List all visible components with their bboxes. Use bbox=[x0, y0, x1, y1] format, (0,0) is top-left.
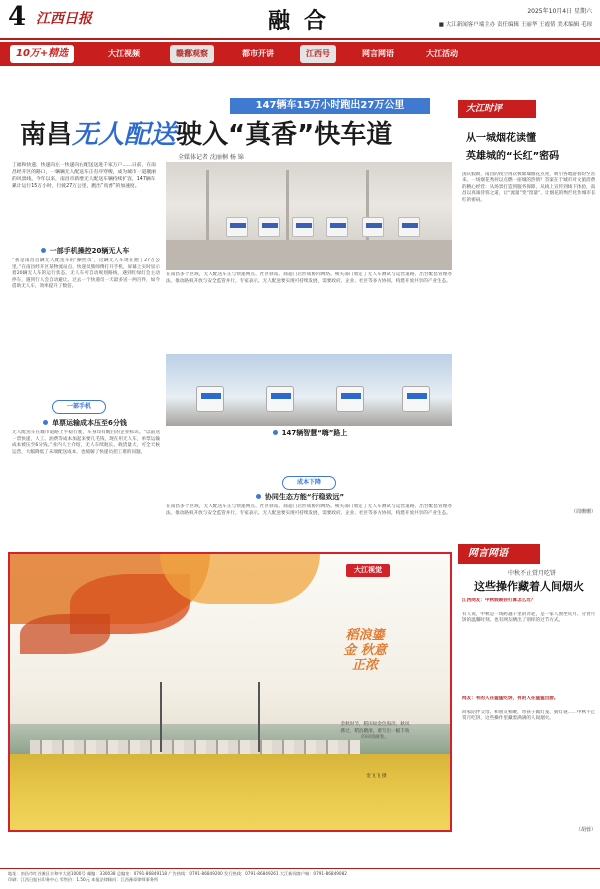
photo-credit: 金飞飞 摄 bbox=[366, 774, 387, 779]
commentary-signature: （周珊珊） bbox=[570, 509, 596, 515]
commentary-body: 国庆假期，南昌的夜空再次被璀璨烟花点亮，吸引各地游客纷至沓来。一场烟花秀何以点燃一座城的热情？答案在于城市对文旅消费的精心经营：从场景打造到服务保障，从线上宣传到线下体验，南昌以真诚待客之道，让“流量”变“留量”，让烟花的绚烂化作城市长红的密码。 bbox=[462, 172, 596, 203]
nav-item-jiangxi-hao[interactable]: 江西号 bbox=[300, 45, 336, 63]
photo-column bbox=[206, 170, 209, 240]
body-text-2: 无人配送车在城市道路上平稳行驶，车身印有醒目的企业标识。“以前送一票快递，人工、油费等成本加起来要几毛钱，现在用无人车，单票运输成本被压至6分钱。”业内人士介绍，无人车续航长、载货量大，可全天候运营，大幅降低了末端配送成本，也缓解了快递员招工难的问题。 bbox=[12, 430, 160, 455]
subhead-3: 协同生态方能“行稳致远” bbox=[220, 492, 380, 502]
photo-caption: 147辆智慧“嗨”路上 bbox=[200, 428, 420, 438]
utility-pole bbox=[258, 682, 260, 752]
maple-leaves bbox=[20, 614, 110, 654]
rice-field bbox=[10, 754, 450, 830]
delivery-vehicle bbox=[258, 217, 280, 237]
main-headline bbox=[20, 114, 450, 150]
byline: 全媒体记者 沈丽桐 杨 锦 bbox=[178, 154, 244, 161]
warehouse-photo bbox=[166, 162, 452, 270]
commentary-title-line1: 从一城烟花读懂 bbox=[466, 133, 536, 144]
netizen-a2: 回家陪伴父母，和朋友相聚，带孩子做灯笼、猜灯谜……中秋不止赏月吃饼，这些操作里藏着满满的人间烟火。 bbox=[462, 710, 596, 722]
headline-post: 驶入“真香”快车道 bbox=[176, 120, 393, 150]
photo-column bbox=[286, 170, 289, 240]
delivery-vehicle bbox=[292, 217, 314, 237]
bullet-dot bbox=[256, 494, 261, 499]
issue-date: 2025年10月4日 星期六 bbox=[527, 8, 592, 15]
section-oval-2: 成本下降 bbox=[282, 476, 336, 490]
subhead-1: 一部手机操控20辆无人车 bbox=[20, 246, 150, 256]
nav-item-featured[interactable]: 10万+精选 bbox=[10, 45, 74, 63]
delivery-vehicle bbox=[398, 217, 420, 237]
page-footer bbox=[0, 868, 600, 889]
netizen-signature: （胡蓉） bbox=[575, 827, 596, 833]
side-column bbox=[458, 70, 600, 860]
commentary-tag: 大江时评 bbox=[458, 100, 536, 118]
promo-verse: 金秋时节，稻田如金色海洋，秋风拂过，稻浪翻滚，谱写出一幅丰收的田园画卷。 bbox=[340, 722, 410, 741]
editor-credits: ■ 大江新闻客户端主办 责任编辑 王丽华 王霞倩 美术编辑 毛琼 bbox=[438, 22, 592, 28]
nav-item-events[interactable]: 大江活动 bbox=[426, 49, 458, 58]
headline-pre: 南昌 bbox=[20, 120, 73, 150]
delivery-vehicle bbox=[362, 217, 384, 237]
bullet-dot bbox=[43, 420, 48, 425]
netizen-a1: 有人说，中秋是一场跨越千里的奔赴，是一家人围坐赏月、分食月饼的温馨时刻。也有网友晒出了别样的过节方式。 bbox=[462, 612, 596, 624]
headline-kicker: 147辆车15万小时跑出27万公里 bbox=[230, 98, 430, 114]
section-title: 融合 bbox=[268, 9, 341, 34]
delivery-vehicle bbox=[336, 386, 364, 412]
street-photo bbox=[166, 354, 452, 426]
netizen-headline: 这些操作藏着人间烟火 bbox=[474, 580, 584, 593]
body-text-3: 在南昌多个区域，无人配送车正与快递网点、社区驿站、商超门店形成协同网络。相关部门划定了无人车测试与运营道路，出台配套管理办法，推动路权开放与安全监管并行。专家表示，无人配送要实现可持续发展，需要政府、企业、社区等多方协同，构建开放共享的产业生态。 bbox=[166, 504, 452, 516]
netizen-tag: 网言网语 bbox=[458, 544, 540, 564]
masthead bbox=[0, 0, 600, 40]
bullet-dot bbox=[273, 430, 278, 435]
section-oval-1: 一部手机 bbox=[52, 400, 106, 414]
commentary-title-line2: 英雄城的“长红”密码 bbox=[466, 151, 560, 162]
footer-line-2: 印刷：江西日报社印务中心 零售价：1.50元 本报法律顾问：江西豫章律师事务所 bbox=[8, 877, 159, 882]
netizen-subtitle: 中秋不止赏月吃饼 bbox=[507, 570, 556, 577]
nav-strip bbox=[0, 42, 600, 66]
delivery-vehicle bbox=[402, 386, 430, 412]
footer-line-1: 地址：南昌市红谷滩区丰和中大道1000号 邮编：330038 总编室：0791-86849118 广告热线：0791-86849200 发行热线：0791-86849261 大江新闻客户端：0791-86849082 bbox=[8, 871, 347, 876]
paper-name: 江西日报 bbox=[36, 11, 92, 27]
netizen-q2: 网友：有的人在猛猛吃饼，有的人在猛猛出游。 bbox=[462, 696, 559, 701]
page-number: 4 bbox=[8, 2, 27, 32]
delivery-vehicle bbox=[226, 217, 248, 237]
delivery-vehicle bbox=[196, 386, 224, 412]
nav-item-netizen[interactable]: 网言网语 bbox=[362, 49, 394, 58]
promo-slogan: 稻浪鎏金 秋意正浓 bbox=[343, 628, 387, 673]
maple-leaves bbox=[160, 554, 320, 604]
delivery-vehicle bbox=[266, 386, 294, 412]
headline-highlight: 无人配送 bbox=[72, 120, 177, 150]
utility-pole bbox=[160, 682, 162, 752]
photo-floor bbox=[166, 240, 452, 270]
promo-logo: 大江视觉 bbox=[346, 564, 390, 577]
delivery-vehicle bbox=[326, 217, 348, 237]
lead-paragraph: 丁福和快递、快递向左一快递向右配送送进千家万户……日前，在南昌经开区的路口，一辆辆无人配送车正有序穿梭，成为城市一道靓丽的风景线。今年以来，南昌市新增无人配送车辆持续扩容，147辆车累计运行15万小时、行驶27万公里，跑出“真香”的加速度。 bbox=[12, 163, 156, 189]
nav-item-video[interactable]: 大江视频 bbox=[108, 49, 140, 58]
nav-item-talk[interactable]: 都市开讲 bbox=[242, 49, 274, 58]
bullet-dot bbox=[41, 248, 46, 253]
subhead-2: 单票运输成本压至6分钱 bbox=[20, 418, 150, 428]
netizen-q1: 江西网友：中秋假期你打算怎么过？ bbox=[462, 598, 536, 603]
body-text-1: “我是南昌首辆无人配送车的‘操控员’，这辆无人车现在跑了27万公里。”在南昌经开区某物流站点，快递员熊师傅打开手机，屏幕上实时显示着20辆无人车的运行状态。无人车可自动规划路线，遇到红绿灯会主动停车，遇到行人会自动避让。过去一个快递员一天最多送一两百件，如今借助无人车，效率提升了数倍。 bbox=[12, 258, 160, 290]
promo-panel bbox=[8, 552, 452, 832]
nav-item-observation[interactable]: 赣鄱观察 bbox=[170, 45, 214, 63]
body-text-column-2: 在南昌多个区域，无人配送车正与快递网点、社区驿站、商超门店形成协同网络。相关部门划定了无人车测试与运营道路，出台配套管理办法，推动路权开放与安全监管并行。专家表示，无人配送要实现可持续发展，需要政府、企业、社区等多方协同，构建开放共享的产业生态。 bbox=[166, 272, 452, 284]
